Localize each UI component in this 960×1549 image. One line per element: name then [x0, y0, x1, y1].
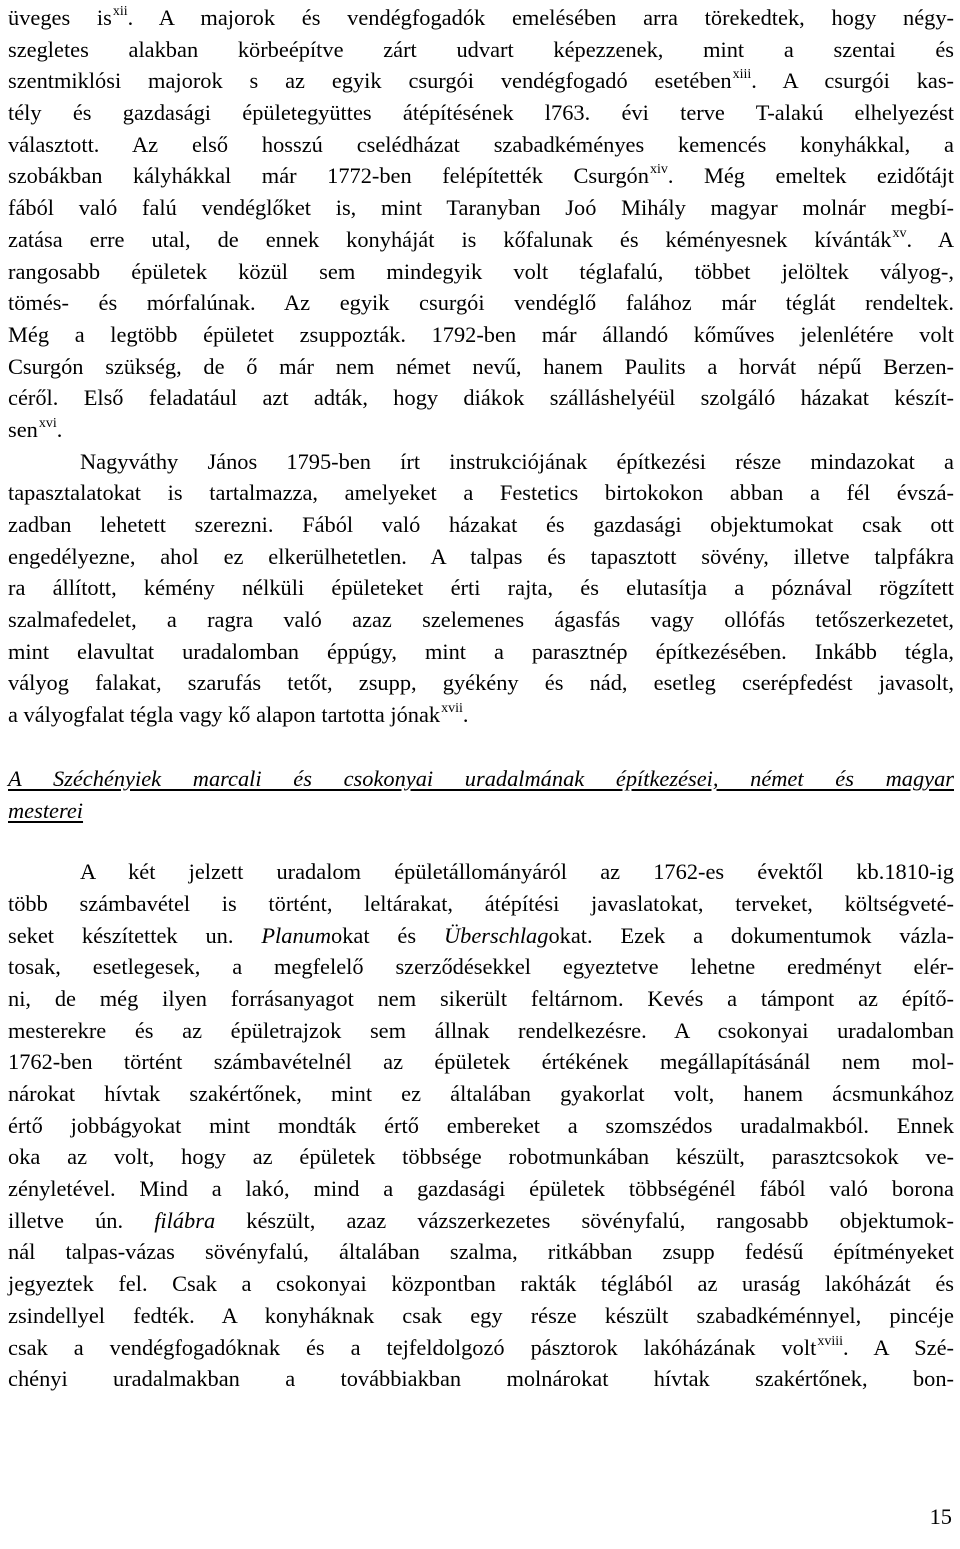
- text-line: Csurgón szükség, de ő már nem német nevű, hanem Paulits a horvát népű Berzen-: [8, 353, 954, 379]
- text-line: mesterekre és az épületrajzok sem állnak rendelkezésre. A csokonyai uradalomban: [8, 1017, 954, 1043]
- text-line: Nagyváthy János 1795-ben írt instrukciójának építkezési része mindazokat a: [80, 448, 954, 474]
- page-number: 15: [929, 1504, 952, 1529]
- footnote-marker[interactable]: xv: [892, 225, 907, 241]
- text-line: tapasztalatokat is tartalmazza, amelyeket a Festetics birtokokon abban a fél évszá-: [8, 480, 954, 506]
- text-line: több számbavétel is történt, leltárakat, átépítési javaslatokat, terveket, költségveté-: [8, 890, 954, 916]
- text-line: ni, de még ilyen forrásanyagot nem sikerült feltárnom. Kevés a támpont az építő-: [8, 985, 954, 1011]
- text-line: csak a vendégfogadóknak és a tejfeldolgozó pásztorok lakóházának volt$^{xviii}$. A Szé-: [8, 1333, 954, 1360]
- text-line: engedélyezne, ahol ez elkerülhetetlen. A talpas és tapasztott sövény, illetve talpfákra: [8, 543, 954, 569]
- italic-term: Planum: [261, 922, 332, 948]
- text-line: Még a legtöbb épületet zsuppozták. 1792-ben már állandó kőműves jelenlétére volt: [8, 321, 954, 347]
- text-line: zadban lehetett szerezni. Fából való házakat és gazdasági objektumokat csak ott: [8, 512, 954, 537]
- heading-line: A Széchényiek marcali és csokonyai uradalmának építkezései, német és magyar: [8, 765, 954, 791]
- footnote-marker[interactable]: xii: [112, 4, 128, 19]
- text-line: ra állított, kémény nélküli épületeket érti rajta, és elutasítja a póznával rögzített: [8, 575, 954, 601]
- spacer: [8, 826, 954, 856]
- text-line: jegyeztek fel. Csak a csokonyai központban rakták téglából az uraság lakóházát és: [8, 1271, 954, 1297]
- footnote-marker[interactable]: xiv: [649, 162, 668, 178]
- text-line: 1762-ben történt számbavételnél az épületek értékének megállapításánál nem mol-: [8, 1049, 954, 1075]
- footnote-marker[interactable]: xvi: [38, 415, 57, 431]
- text-line: mint elavultat uradalomban éppúgy, mint a parasztnép építkezésében. Inkább tégla,: [8, 638, 954, 664]
- document-page: [8, 2, 954, 1395]
- spacer: [8, 731, 954, 763]
- text-line: szobákban kályhákkal már 1772-ben felépítették Csurgón$^{xiv}$. Még emeltek ezidőtájt: [8, 162, 954, 189]
- text-line: A két jelzett uradalom épületállományáról az 1762-es évektől kb.1810-ig: [80, 859, 954, 885]
- paragraph-3: [8, 856, 954, 1395]
- text-line: tömés- és mórfalúnak. Az egyik csurgói vendéglő falához már téglát rendeltek.: [8, 290, 954, 316]
- italic-term: filábra: [154, 1207, 216, 1233]
- text-line: nárokat hívtak szakértőnek, mint ez általában gyakorlat volt, hanem ácsmunkához: [8, 1081, 954, 1106]
- text-line: szentmiklósi majorok s az egyik csurgói vendégfogadó esetében$^{xiii}$. A csurgói kas-: [8, 67, 955, 94]
- text-line: üveges $is^{xii}$. A majorok és vendégfogadók emelésében arra törekedtek, hogy négy-: [8, 4, 954, 30]
- text-line: fából való falú vendéglőket is, mint Taranyban Joó Mihály magyar molnár megbí-: [8, 195, 954, 221]
- section-heading: [8, 763, 954, 826]
- text-line: a vályogfalat tégla vagy kő alapon tartotta jónak$^{xvii}$.: [8, 701, 469, 728]
- text-line: nál talpas-vázas sövényfalú, általában szalma, ritkábban zsupp fedésű építményeket: [8, 1239, 954, 1265]
- footnote-marker[interactable]: xiii: [732, 67, 752, 83]
- text-line: oka az volt, hogy az épületek többsége robotmunkában készült, parasztcsokok ve-: [8, 1144, 954, 1170]
- text-line: sen$^{xvi}$.: [8, 415, 63, 442]
- text-line: szalmafedelet, a ragra való azaz szelemenes ágasfás vagy ollófás tetőszerkezetet,: [8, 607, 954, 633]
- text-line: szegletes alakban körbeépítve zárt udvart képezzenek, mint a szentai és: [8, 36, 954, 62]
- footnote-marker[interactable]: xvii: [441, 701, 463, 717]
- text-line: értő jobbágyokat mint mondták értő embereket a szomszédos uradalmakból. Ennek: [8, 1112, 954, 1138]
- text-line: chényi uradalmakban a továbbiakban molnárokat hívtak szakértőnek, bon-: [8, 1366, 954, 1392]
- text-line: választott. Az első hosszú cselédházat szabadkéményes kemencés konyhákkal, a: [8, 131, 954, 157]
- text-line: zatása erre utal, de ennek konyháját is kőfalunak és kéményesnek kívánták$^{xv}$. A: [8, 225, 954, 252]
- text-line: tély és gazdasági épületegyüttes átépítésének l763. évi terve T-alakú elhelyezést: [8, 100, 954, 126]
- text-line: céről. Első feladatául azt adták, hogy diákok szálláshelyéül szolgáló házakat készít-: [8, 385, 954, 411]
- text-line: illetve ún. filábra készült, azaz vázszerkezetes sövényfalú, rangosabb objektumok-: [8, 1207, 954, 1233]
- footnote-marker[interactable]: xviii: [817, 1333, 843, 1349]
- text-line: rangosabb épületek közül sem mindegyik volt téglafalú, többet jelöltek vályog-,: [8, 258, 954, 284]
- italic-term: Überschlag: [443, 922, 549, 948]
- text-line: seket készítettek un. Planumokat és Überschlagokat. Ezek a dokumentumok vázla-: [8, 922, 955, 948]
- paragraph-1: [8, 2, 954, 446]
- text-line: tosak, esetlegesek, a megfelelő szerződésekkel egyeztetve lehetne eredményt elér-: [8, 954, 954, 980]
- text-line: zényletével. Mind a lakó, mind a gazdasági épületek többségénél fából való borona: [8, 1176, 954, 1202]
- text-line: vályog falakat, szarufás tetőt, zsupp, gyékény és nád, esetleg cserépfedést javasolt,: [8, 670, 954, 696]
- text-line: zsindellyel fedték. A konyháknak csak egy része készült szabadkéménnyel, pincéje: [8, 1302, 954, 1328]
- paragraph-2: [8, 446, 954, 731]
- heading-line: mesterei: [8, 797, 84, 823]
